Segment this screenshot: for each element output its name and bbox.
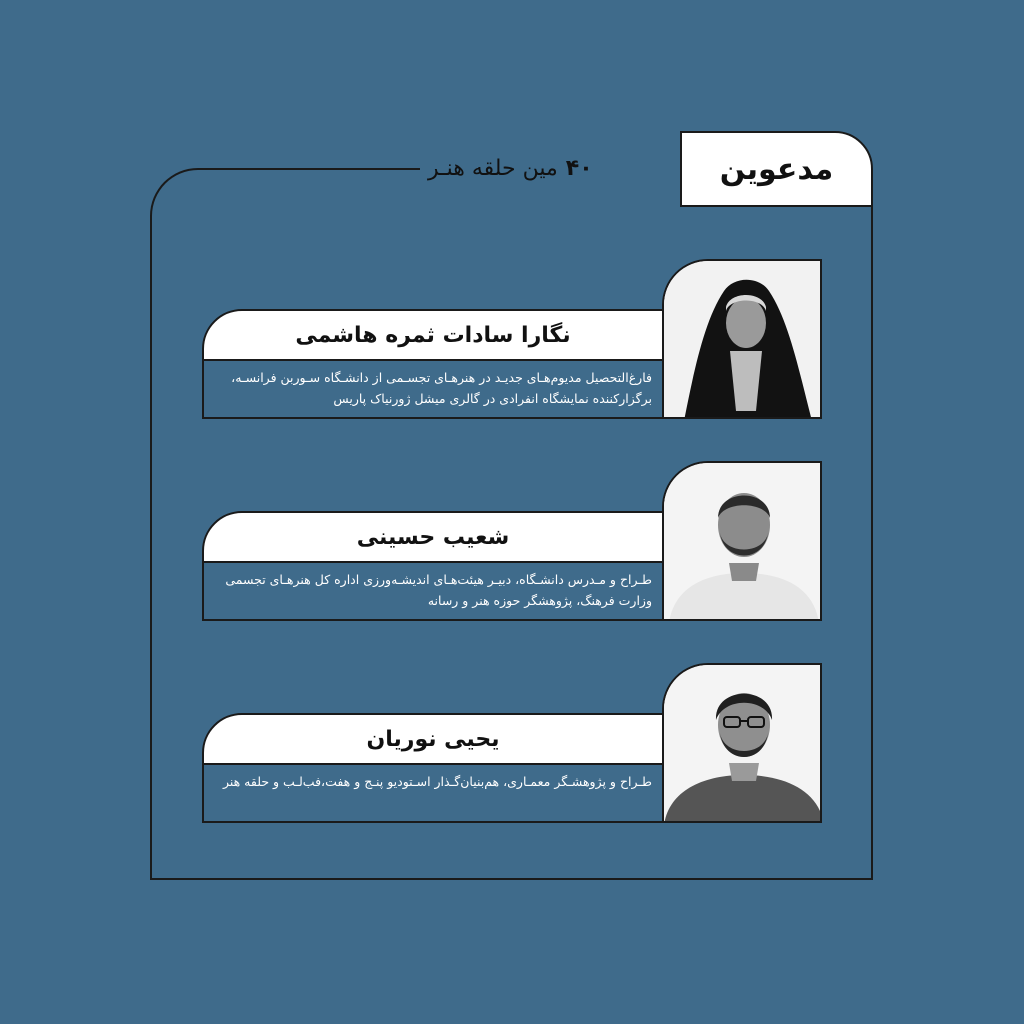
guest-photo: [662, 461, 822, 621]
guest-name-box: [202, 309, 664, 361]
guest-description: طـراح و پژوهشـگر معمـاری، هم‌بنیان‌گـذار اسـتودیو پنـج و هفت،فب‌لـب و حلقه هنر: [222, 774, 652, 789]
event-text: مین حلقه هنـر: [428, 155, 558, 181]
guest-description: طـراح و مـدرس دانشـگاه، دبیـر هیئت‌هـای اندیشـه‌ورزی اداره کل هنرهـای تجسمی وزارت فرهنگ، پژوهشگر حوزه هنر و رسانه: [225, 572, 652, 608]
guest-description: فارغ‌التحصیل مدیوم‌هـای جدیـد در هنرهـای تجسـمی از دانشـگاه سـوربن فرانسـه، برگزارکننده نمایشگاه انفرادی در گالری میشل ژورنیاک پاریس: [231, 370, 652, 406]
guest-photo: [662, 259, 822, 419]
frame-corner: [150, 168, 200, 218]
guest-name: نگارا سادات ثمره هاشمی: [295, 322, 571, 348]
frame-left-line: [150, 215, 152, 880]
header-tab: [680, 131, 873, 207]
guest-name: شعیب حسینی: [356, 524, 510, 550]
guest-name: یحیی نوریان: [366, 726, 500, 752]
portrait-man-glasses-icon: [664, 665, 822, 823]
portrait-woman-icon: [664, 261, 822, 419]
guest-description-box: [202, 561, 664, 621]
portrait-man-icon: [664, 463, 822, 621]
guest-description-box: [202, 359, 664, 419]
page-title: مدعوین: [719, 151, 834, 187]
guest-description-box: [202, 763, 664, 823]
frame-top-line: [198, 168, 420, 170]
guest-photo: [662, 663, 822, 823]
guest-name-box: [202, 511, 664, 563]
frame-right-line: [871, 205, 873, 880]
event-number: ۴۰: [565, 155, 593, 181]
guest-name-box: [202, 713, 664, 765]
frame-bottom-line: [150, 878, 873, 880]
event-label: [428, 150, 668, 186]
